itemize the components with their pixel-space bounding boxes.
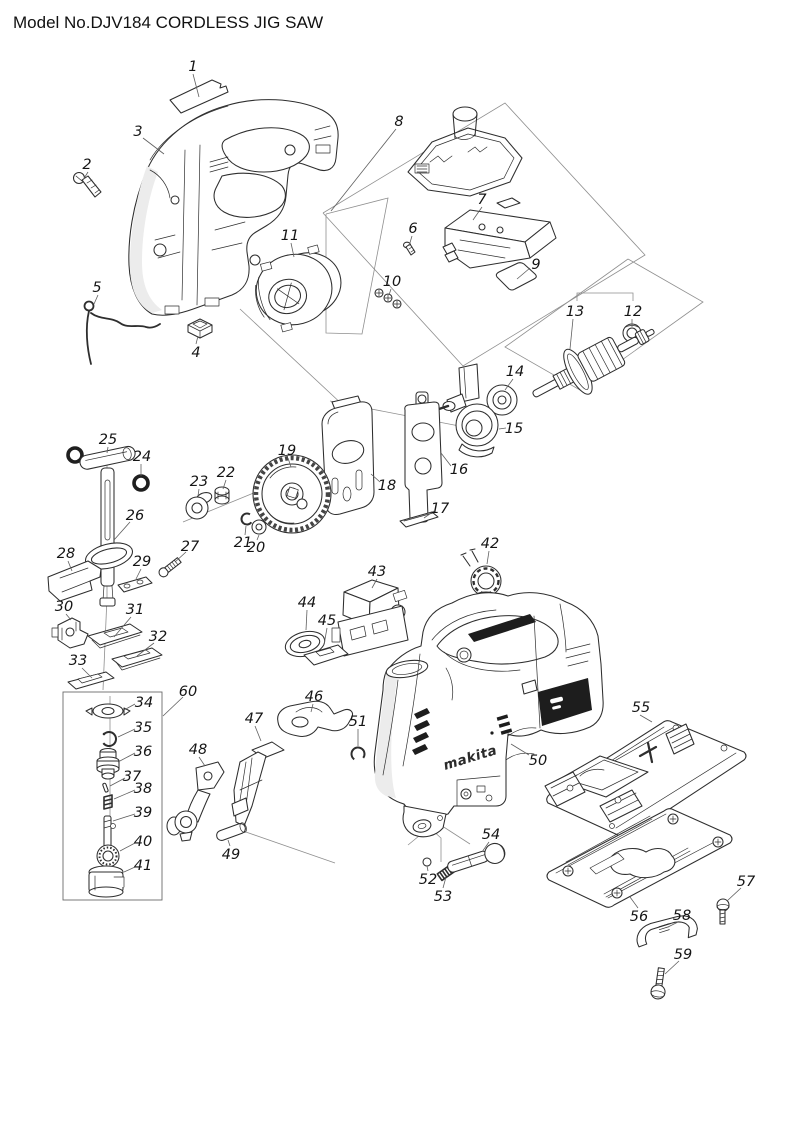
leader-part-47 bbox=[255, 726, 261, 741]
part-label-40: 40 bbox=[133, 834, 153, 850]
part-label-2: 2 bbox=[82, 157, 92, 173]
armature-drawing bbox=[522, 309, 666, 417]
leader-part-3 bbox=[143, 138, 164, 154]
part-label-19: 19 bbox=[277, 443, 297, 459]
leader-part-42 bbox=[487, 551, 489, 564]
part-label-45: 45 bbox=[317, 613, 337, 629]
spring-38-drawing bbox=[104, 795, 112, 809]
part-label-13: 13 bbox=[565, 304, 585, 320]
part-label-60: 60 bbox=[178, 684, 198, 700]
part-label-15: 15 bbox=[504, 421, 524, 437]
screw-59-drawing bbox=[650, 967, 668, 1000]
part-label-39: 39 bbox=[133, 805, 153, 821]
leader-part-56 bbox=[630, 897, 638, 908]
part-label-27: 27 bbox=[180, 539, 200, 555]
part-label-47: 47 bbox=[244, 711, 264, 727]
lever-46-drawing bbox=[278, 701, 353, 736]
part-label-20: 20 bbox=[246, 540, 266, 556]
cover-plate-drawing bbox=[547, 809, 732, 908]
part-label-37: 37 bbox=[122, 769, 142, 785]
switch-43-drawing bbox=[332, 580, 408, 656]
plate-32-drawing bbox=[112, 648, 162, 670]
part-label-8: 8 bbox=[394, 114, 404, 130]
part-label-18: 18 bbox=[377, 478, 397, 494]
part-label-21: 21 bbox=[233, 535, 253, 551]
base-assembly-drawing bbox=[545, 721, 746, 838]
gear-drawing bbox=[253, 455, 331, 533]
c-ring-51-drawing bbox=[349, 745, 367, 763]
part-label-16: 16 bbox=[449, 462, 469, 478]
part-label-11: 11 bbox=[280, 228, 300, 244]
part-label-10: 10 bbox=[382, 274, 402, 290]
part-label-36: 36 bbox=[133, 744, 153, 760]
part-label-32: 32 bbox=[148, 629, 168, 645]
part-label-42: 42 bbox=[480, 536, 500, 552]
leader-part-5 bbox=[94, 295, 98, 304]
washer-20-drawing bbox=[252, 520, 266, 534]
holder-30-drawing bbox=[52, 618, 88, 648]
leader-part-29 bbox=[136, 569, 141, 579]
part-label-14: 14 bbox=[505, 364, 525, 380]
part-label-24: 24 bbox=[132, 449, 152, 465]
leader-part-21 bbox=[245, 526, 246, 535]
spindle-36-drawing bbox=[97, 749, 119, 780]
part-label-25: 25 bbox=[98, 432, 118, 448]
part-label-29: 29 bbox=[132, 554, 152, 570]
roller-arm-drawing bbox=[167, 762, 224, 841]
part-label-4: 4 bbox=[191, 345, 201, 361]
part-label-9: 9 bbox=[531, 257, 541, 273]
bracket-28-drawing bbox=[48, 561, 101, 601]
construction-line-pin-body-link bbox=[243, 831, 335, 863]
insulation-sheet-drawing bbox=[496, 263, 536, 290]
pin-49-drawing bbox=[215, 822, 248, 842]
leader-part-45 bbox=[324, 628, 327, 645]
leader-part-26 bbox=[114, 522, 130, 540]
part-label-55: 55 bbox=[631, 700, 651, 716]
part-label-54: 54 bbox=[481, 827, 501, 843]
leader-part-49 bbox=[228, 840, 230, 846]
part-label-59: 59 bbox=[673, 947, 693, 963]
part-label-31: 31 bbox=[125, 602, 145, 618]
leader-part-36 bbox=[118, 753, 135, 762]
part-label-43: 43 bbox=[367, 564, 387, 580]
button-4-drawing bbox=[188, 319, 212, 338]
part-label-22: 22 bbox=[216, 465, 236, 481]
part-label-26: 26 bbox=[125, 508, 145, 524]
part-label-30: 30 bbox=[54, 599, 74, 615]
part-label-51: 51 bbox=[348, 714, 368, 730]
part-label-6: 6 bbox=[408, 221, 418, 237]
holder-41-drawing bbox=[89, 866, 124, 897]
leader-part-44 bbox=[306, 610, 307, 630]
part-label-35: 35 bbox=[133, 720, 153, 736]
leader-part-35 bbox=[118, 729, 135, 737]
part-label-50: 50 bbox=[528, 753, 548, 769]
part-label-5: 5 bbox=[92, 280, 102, 296]
stator-drawing bbox=[247, 241, 350, 336]
screws-10-drawing bbox=[375, 289, 401, 308]
page-title: Model No.DJV184 CORDLESS JIG SAW bbox=[13, 13, 324, 32]
leader-part-4 bbox=[196, 336, 198, 344]
plate-29-drawing bbox=[118, 577, 152, 592]
holder-47-drawing bbox=[232, 742, 284, 826]
construction-line-bracket-13-12 bbox=[577, 293, 633, 301]
screw-57-drawing bbox=[717, 899, 729, 924]
part-label-56: 56 bbox=[629, 909, 649, 925]
bearing-40-drawing bbox=[97, 845, 119, 867]
part-label-12: 12 bbox=[623, 304, 643, 320]
leader-part-38 bbox=[114, 790, 135, 799]
brand-logo-text: makita bbox=[441, 742, 500, 774]
leader-part-39 bbox=[113, 814, 135, 821]
leader-part-40 bbox=[120, 843, 135, 851]
leader-part-13 bbox=[570, 319, 573, 349]
leader-part-52 bbox=[427, 866, 428, 871]
part-label-3: 3 bbox=[133, 124, 143, 140]
part-label-17: 17 bbox=[430, 501, 450, 517]
screw-2-drawing bbox=[74, 173, 102, 198]
leader-part-50 bbox=[511, 744, 529, 755]
pin-37-drawing bbox=[102, 783, 108, 793]
pin-22-drawing bbox=[215, 487, 229, 504]
leader-part-55 bbox=[640, 715, 652, 722]
part-label-44: 44 bbox=[297, 595, 317, 611]
controller-drawing bbox=[408, 107, 522, 196]
part-label-41: 41 bbox=[133, 858, 153, 874]
part-label-23: 23 bbox=[189, 474, 209, 490]
part-label-28: 28 bbox=[56, 546, 76, 562]
part-label-33: 33 bbox=[68, 653, 88, 669]
part-label-57: 57 bbox=[736, 874, 756, 890]
part-label-49: 49 bbox=[221, 847, 241, 863]
part-label-53: 53 bbox=[433, 889, 453, 905]
bearing-retainer-34-drawing bbox=[86, 704, 130, 718]
bushing-23-drawing bbox=[186, 491, 213, 519]
o-ring-24-drawing bbox=[134, 476, 148, 490]
plate-33-drawing bbox=[68, 672, 114, 689]
part-label-46: 46 bbox=[304, 689, 324, 705]
leader-part-48 bbox=[199, 757, 205, 766]
part-label-7: 7 bbox=[477, 192, 487, 208]
part-label-58: 58 bbox=[672, 908, 692, 924]
part-label-48: 48 bbox=[188, 742, 208, 758]
fan-baffle-drawing bbox=[436, 364, 498, 457]
screw-27-drawing bbox=[157, 556, 182, 578]
part-label-1: 1 bbox=[188, 59, 198, 75]
retaining-ring-35-drawing bbox=[99, 729, 118, 748]
part-label-34: 34 bbox=[134, 695, 154, 711]
part-label-52: 52 bbox=[418, 872, 438, 888]
part-label-38: 38 bbox=[133, 781, 153, 797]
leader-part-34 bbox=[124, 704, 135, 710]
ball-52-drawing bbox=[423, 858, 431, 866]
